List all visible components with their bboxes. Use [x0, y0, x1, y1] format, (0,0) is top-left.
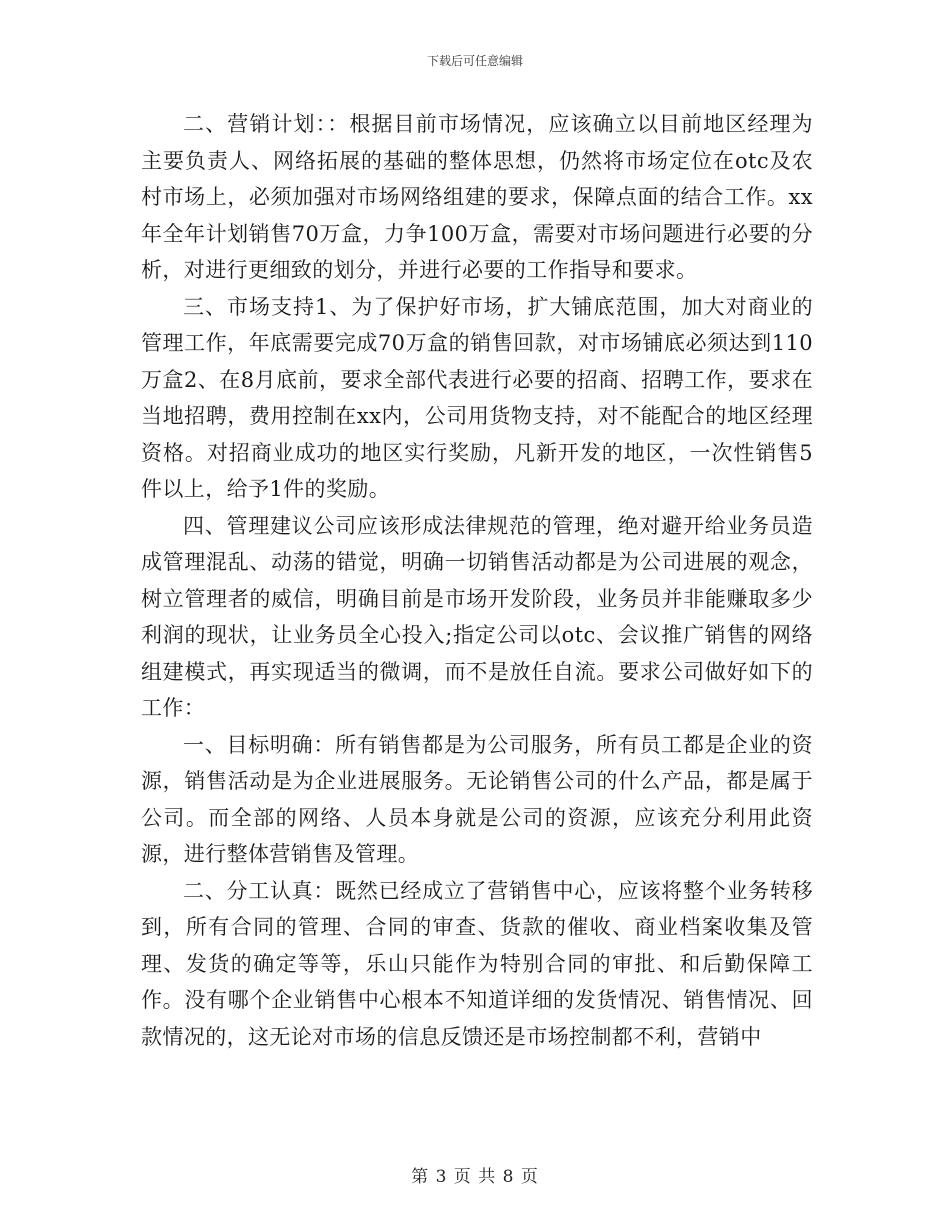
paragraph-management-advice: 四、管理建议公司应该形成法律规范的管理，绝对避开给业务员造成管理混乱、动荡的错觉，明确一切销售活动都是为公司进展的观念，树立管理者的威信，明确目前是市场开发阶段，业务员并非能赚取多少利润的现状，让业务员全心投入;指定公司以otc、会议推广销售的网络组建模式，再实现适当的微调，而不是放任自流。要求公司做好如下的工作： [141, 513, 813, 720]
page-number: 第 3 页 共 8 页 [411, 1167, 539, 1187]
paragraph-marketing-plan: 二、营销计划：：根据目前市场情况，应该确立以目前地区经理为主要负责人、网络拓展的基础的整体思想，仍然将市场定位在otc及农村市场上，必须加强对市场网络组建的要求，保障点面的结合工作。xx年全年计划销售70万盒，力争100万盒，需要对市场问题进行必要的分析，对进行更细致的划分，并进行必要的工作指导和要求。 [141, 112, 813, 282]
paragraph-clear-goals: 一、目标明确：所有销售都是为公司服务，所有员工都是企业的资源，销售活动是为企业进展服务。无论销售公司的什么产品，都是属于公司。而全部的网络、人员本身就是公司的资源，应该充分利用此资源，进行整体营销售及管理。 [141, 732, 813, 866]
paragraph-market-support: 三、市场支持1、为了保护好市场，扩大铺底范围，加大对商业的管理工作，年底需要完成70万盒的销售回款，对市场铺底必须达到110万盒2、在8月底前，要求全部代表进行必要的招商、招聘工作，要求在当地招聘，费用控制在xx内，公司用货物支持，对不能配合的地区经理资格。对招商业成功的地区实行奖励，凡新开发的地区，一次性销售5件以上，给予1件的奖励。 [141, 294, 813, 501]
document-body [141, 106, 813, 1055]
paragraph-division-of-labor: 二、分工认真：既然已经成立了营销售中心，应该将整个业务转移到，所有合同的管理、合同的审查、货款的催收、商业档案收集及管理、发货的确定等等，乐山只能作为特别合同的审批、和后勤保障工作。没有哪个企业销售中心根本不知道详细的发货情况、销售情况、回款情况的，这无论对市场的信息反馈还是市场控制都不利，营销中 [141, 878, 813, 1049]
page-header-note: 下载后可任意编辑 [426, 54, 523, 68]
